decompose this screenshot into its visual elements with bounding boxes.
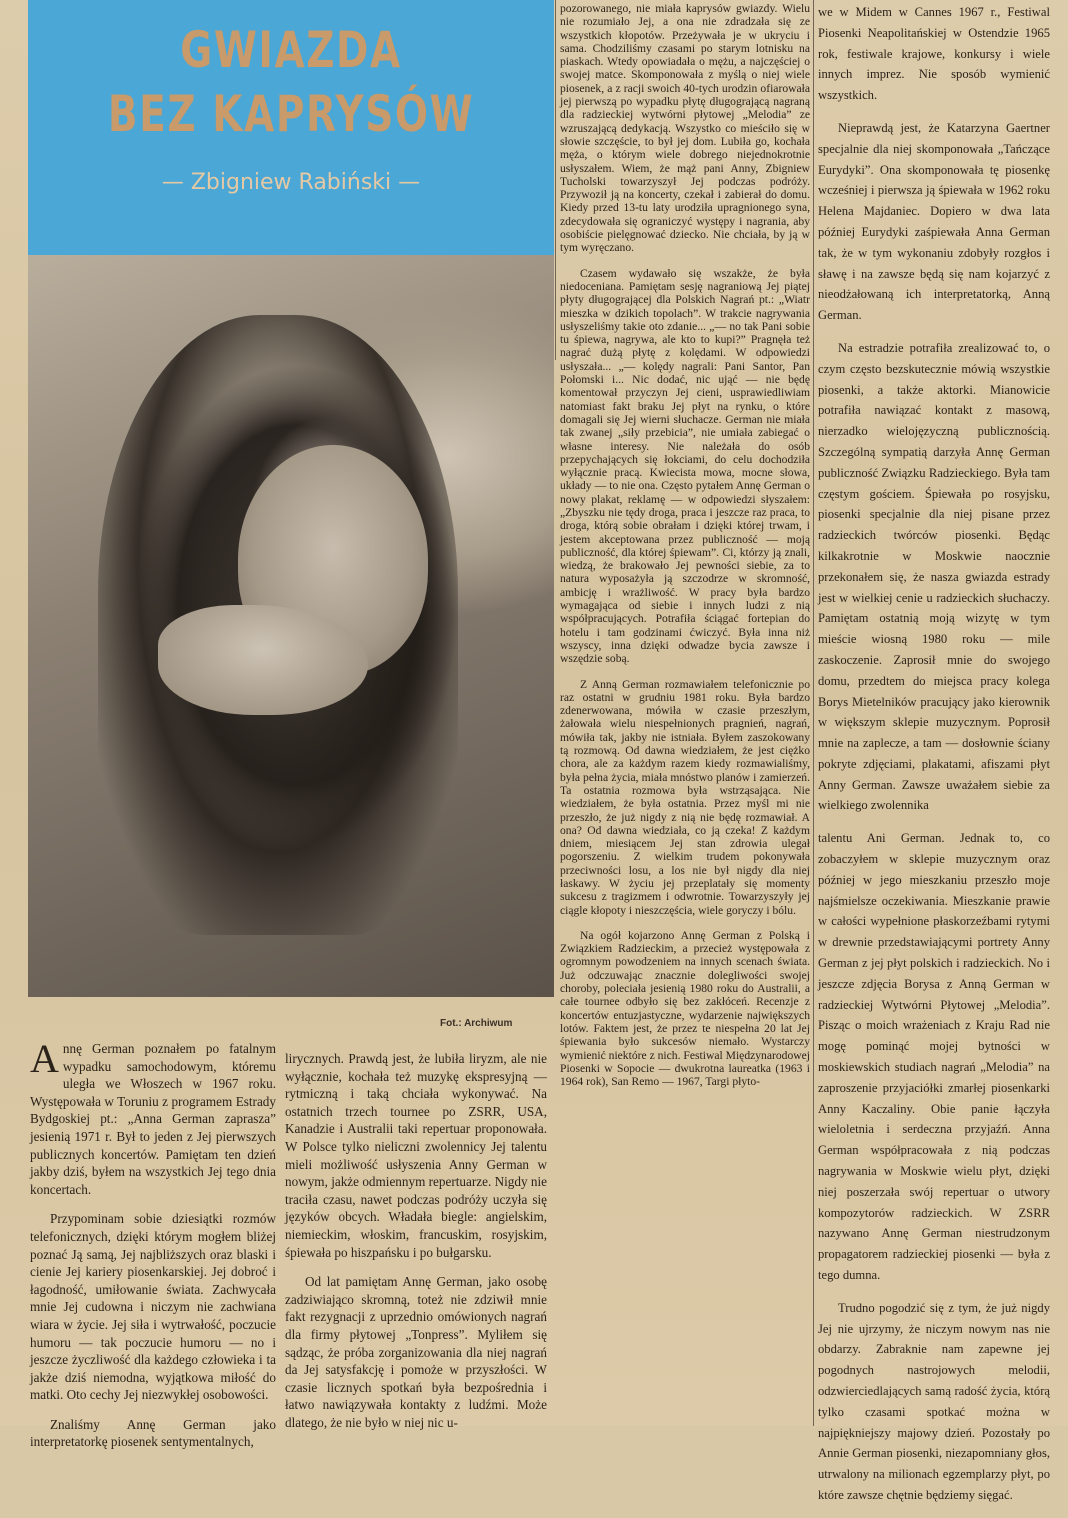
paragraph: talentu Ani German. Jednak to, co zobaczyłem w sklepie muzycznym oraz później w jego mieszkaniu przeszło moje najśmielsze oczekiwania. Mieszkanie prawie w całości wypełnione płaskorzeźbami rytymi w drewnie przedstawiającymi portrety Anny German z jej płyt polskich i radzieckich. No i jeszcze zdjęcia Borysa z Anną German w radzieckiej Wytwórni Płytowej „Melodia”. Pisząc o moich wrażeniach z Kraju Rad nie mogę pominąć mojej bytności w moskiewskich studiach nagrań „Melodia” na zaproszenie przyjaciółki zmarłej piosenkarki Anny Kaczaliny. Obie panie łączyła wieloletnia i serdeczna przyjaźń. Anna German współpracowała z nią podczas nagrywania w Moskwie wielu płyt, dzięki niej poszerzała swój repertuar o utwory kompozytorów radzieckich. W ZSRR nazywano Annę German niestrudzonym propagatorem radzieckiej piosenki — była z tego dumna.: [818, 831, 1050, 1283]
author-byline: — Zbigniew Rabiński —: [161, 170, 421, 195]
column-divider: [813, 0, 814, 1426]
photo-caption: Fot.: Archiwum: [440, 1018, 513, 1029]
paragraph: Z Anną German rozmawiałem telefonicznie po raz ostatni w grudniu 1981 roku. Była bardzo zdenerwowana, mówiła w czasie przeszłym, żałowała wielu niespełnionych pragnień, nagrań, mówiła tak, jakby nie istniała. Byłem zaszokowany tą rozmową. Od dawna wiedziałem, że jest ciężko chora, ale za każdym razem kiedy rozmawialiśmy, była pełna życia, miała mnóstwo planów i zamierzeń. Ta ostatnia rozmowa była wstrząsająca. Nie wiedziałem, że była ostatnia. Przez myśl mi nie przeszło, że już nigdy z nią nie będę rozmawiał. A ona? Od dawna wiedziała, co ją czeka! Z każdym dniem, miesiącem Jej stan zdrowia ulegał pogorszeniu. Z wielkim trudem pokonywała przeciwności losu, a los nie był nigdy dla niej łaskawy. W życiu jej przeplatały się momenty sukcesu z tragizmem i odwrotnie. Towarzyszyły jej ciągle kłopoty i nieszczęścia, wiele goryczy i bólu.: [560, 677, 810, 917]
drop-cap: A: [30, 1036, 59, 1081]
article-column-2: [285, 1050, 547, 1443]
column-divider: [555, 0, 556, 360]
paragraph: Czasem wydawało się wszakże, że była niedoceniana. Pamiętam sesję nagraniową Jej piątej płyty długogrającej dla Polskich Nagrań pt.: „Wiatr mieszka w dzikich topolach”. W trakcie nagrywania usłyszeliśmy takie oto zdanie... „— no tak Pani sobie tu śpiewa, nagrywa, ale kto to kupi?” Pragnęła też nagrać dużą płytę z kolędami. W odpowiedzi usłyszała... „— kolędy nagrali: Pani Santor, Pan Połomski i... Nic dodać, nic ująć — nie będę komentował przyczyn Jej cieni, usprawiedliwiam natomiast fakt braku Jej płyt na rynku, o które domagali się Jej wierni słuchacze. German nie miała tak zwanej „siły przebicia”, nie umiała zabiegać o własne interesy. Nie należała do osób przepychających się łokciami, do celu dochodziła wyłącznie pracą. Kwiecista mowa, mocne słowa, układy — to nie ona. Często pytałem Annę German o nowy plakat, reklamę — w odpowiedzi słyszałem: „Zbyszku nie tędy droga, praca i jeszcze raz praca, to droga, którą sobie obrałam i dzięki której trwam, i jestem akceptowana przez publiczność — moją publiczność, dla której śpiewam”. Ci, którzy ją znali, wiedzą, że brakowało Jej pewności siebie, za to natura wyposażyła ją szczodrze w skromność, ambicję i wrażliwość. W pracy była bardzo wymagająca od siebie i innych ludzi z nią współpracujących. Potrafiła ściągać fortepian do hotelu i tam godzinami ćwiczyć. Była inna niż wszyscy, inna dzięki odwadze bycia zawsze i wszędzie sobą.: [560, 266, 810, 666]
paragraph: Od lat pamiętam Annę German, jako osobę zadziwiająco skromną, toteż nie zdziwił mnie fakt rezygnacji z uprzednio omówionych nagrań dla firmy płytowej „Tonpress”. Myliłem się sądząc, że próba zorganizowania dla niej nagrań da Jej satysfakcję i pomoże w przyszłości. W czasie licznych spotkań była bezpośrednia i łatwo nawiązywała kontakty z ludźmi. Może dlatego, że nie było w niej nic u-: [285, 1274, 547, 1430]
paragraph: Na estradzie potrafiła zrealizować to, o czym często bezskutecznie mówią wszystkie piosenki, a także aktorki. Mianowicie potrafiła nawiązać kontakt z masową, nierzadko wielojęzyczną publicznością. Szczególną sympatią darzyła Annę German publiczność Związku Radzieckiego. Była tam częstym gościem. Śpiewała po rosyjsku, piosenki specjalnie dla niej pisane przez radzieckich twórców piosenki. Będąc kilkakrotnie w Moskwie naocznie przekonałem się, że nasza gwiazda estrady jest w wielkiej cenie u radzieckich słuchaczy. Pamiętam ostatnią moją wizytę w tym mieście wiosną 1980 roku — mile zaskoczenie. Zaprosił mnie do swojego domu, przedtem do miejsca pracy kolega Borys Mietelników pracujący jako kierownik w większym sklepie muzycznym. Poprosił mnie na zaplecze, a tam — dosłownie ściany pokryte zdjęciami, plakatami, afiszami płyt Anny German. Zawsze uważałem siebie za wielkiego zwolennika: [818, 340, 1050, 813]
article-title: GWIAZDA BEZ KAPRYSÓW: [107, 21, 475, 143]
paragraph: Annę German poznałem po fatalnym wypadku samochodowym, któremu uległa we Włoszech w 1967 roku. Występowała w Toruniu z programem Estrady Bydgoskiej pt.: „Anna German zaprasza” jesienią 1971 r. Był to jeden z Jej pierwszych publicznych koncertów. Pamiętam ten dzień jakby dziś, byłem na wszystkich Jej tego dnia koncertach.: [30, 1036, 276, 1197]
paragraph: Nieprawdą jest, że Katarzyna Gaertner specjalnie dla niej skomponowała „Tańczące Eurydyki”. Ona skomponowała tę piosenkę wcześniej i pierwsza ją śpiewała w 1962 roku Helena Majdaniec. Dopiero w dwa lata później Eurydyki zaśpiewała Anna German tak, że w tym wykonaniu zdobyły rozgłos i sławę i na zawsze będą się nam kojarzyć z nieodżałowaną ich interpretatorką, Anną German.: [818, 120, 1050, 323]
paragraph: Trudno pogodzić się z tym, że już nigdy Jej nie ujrzymy, że niczym nowym nas nie obdarzy. Zabraknie nam zapewne jej pogodnych nastrojowych melodii, odzwierciedlających samą radość życia, którą tylko czasami spotkać można w najpiękniejszy majowy dzień. Pozostały po Annie German piosenki, niezapomniany głos, utrwalony na milionach egzemplarzy płyt, po które zawsze chętnie będziemy sięgać.: [818, 1300, 1050, 1502]
paragraph: pozorowanego, nie miała kaprysów gwiazdy. Wielu nie rozumiało Jej, a ona nie zdradzała się ze wszystkich kłopotów. Przeżywała je w ukryciu i sama. Chodziliśmy czasami po starym lotnisku na piaskach. Wtedy opowiadała o mężu, a najczęściej o swojej matce. Skomponowała z myślą o niej wiele piosenek, a z racji swoich 40-tych urodzin ofiarowała jej pierwszą po wypadku płytę długogrającą nagraną dla radzieckiej wytwórni płytowej „Melodia” ze wzruszającą dedykacją. Wszystko co mieściło się w słowie szczęście, to był jej dom. Lubiła go, kochała męża, o którym wiele dobrego niejednokrotnie usłyszałem. Wiem, że mąż pani Anny, Zbigniew Tucholski towarzyszył Jej podczas podróży. Przywoził ją na koncerty, czekał i zabierał do domu. Kiedy przed 13-tu laty urodziła upragnionego syna, zdecydowała się ograniczyć występy i nagrania, aby osobiście pielęgnować dziecko. Nie chciała, by ją w tym wyręczano.: [560, 2, 810, 255]
paragraph: lirycznych. Prawdą jest, że lubiła liryzm, ale nie wyłącznie, kochała też muzykę ekspresyjną — rytmiczną i taką chciała wykonywać. Na ostatnich trzech tournee po ZSRR, USA, Kanadzie i Australii taki repertuar proponowała. W Polsce tylko nieliczni zwolennicy Jej talentu mieli możliwość usłyszenia Anny German w nowym, jakże odmiennym repertuarze. Nigdy nie traciła czasu, nawet podczas podróży uczyła się języków obcych. Władała biegle: angielskim, niemieckim, włoskim, francuskim, rosyjskim, śpiewała po hiszpańsku i po bułgarsku.: [285, 1051, 547, 1260]
paragraph: Znaliśmy Annę German jako interpretatorkę piosenek sentymentalnych,: [30, 1416, 276, 1450]
title-banner: [28, 0, 554, 255]
article-column-1: [30, 1036, 276, 1463]
paragraph: Przypominam sobie dziesiątki rozmów telefonicznych, dzięki którym mogłem bliżej poznać Ją samą, Jej najbliższych oraz blaski i cienie Jej kariery piosenkarskiej. Jej dobroć i łagodność, umiłowanie świata. Zachwycała mnie Jej cudowna i niczym nie zachwiana wiara w życie. Jej siła i wytrwałość, poczucie humoru — tak poczucie humoru — no i jeszcze życzliwość dla każdego człowieka i ta jakże dziś niemodna, wyjątkowa miłość do matki. Oto cechy Jej niezwykłej osobowości.: [30, 1211, 276, 1403]
article-column-3: [560, 2, 810, 1100]
paragraph: Na ogół kojarzono Annę German z Polską i Związkiem Radzieckim, a przecież występowała z ogromnym powodzeniem na innych scenach świata. Już odczuwając znacznie dolegliwości swojej choroby, poleciała jesienią 1980 roku do Australii, a całe tournee odbyło się bez zakłóceń. Recenzje z koncertów entuzjastyczne, wydarzenie największych lotów. Faktem jest, że przez te niespełna 20 lat Jej śpiewania było sukcesów niemało. Wystarczy wymienić niektóre z nich. Festiwal Międzynarodowej Piosenki w Sopocie — dwukrotna laureatka (1963 i 1964 rok), San Remo — 1967, Targi płyto-: [560, 928, 810, 1089]
paragraph: we w Midem w Cannes 1967 r., Festiwal Piosenki Neapolitańskiej w Ostendzie 1965 rok, festiwale krajowe, konkursy i wiele innych imprez. Nie sposób wymienić wszystkich.: [818, 5, 1050, 103]
portrait-photo: [28, 255, 554, 997]
article-column-4: [818, 2, 1050, 1518]
